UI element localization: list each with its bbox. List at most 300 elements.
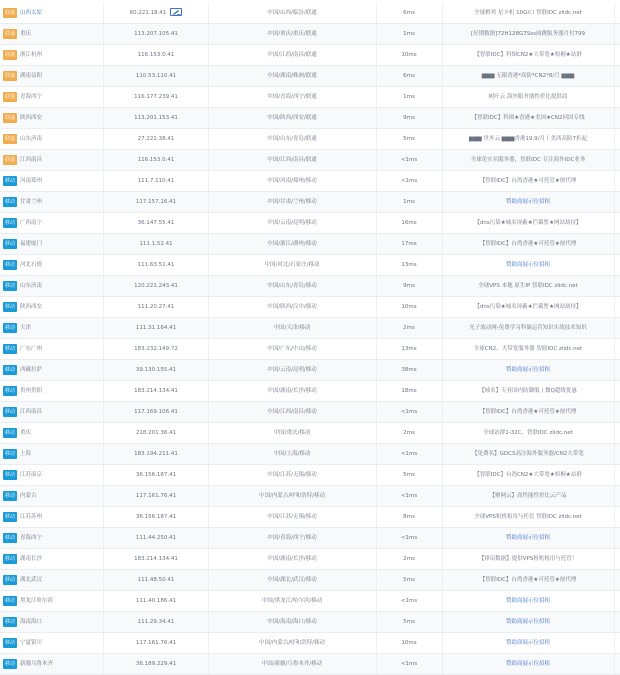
sponsor-text: 【智联IDC】台湾香港★可托管★按代理 — [479, 409, 577, 415]
sponsor-text: 【免费名】GDCS高注海外服务器/CN2大带宽 — [472, 451, 584, 457]
sponsor-text: 【聚网云】高性能性价比云产品 — [489, 493, 567, 499]
latency-value: 6ms — [403, 73, 415, 79]
latency-cell — [376, 570, 442, 590]
column-divider — [614, 528, 615, 548]
latency-value: 5ms — [403, 577, 415, 583]
node-location-cell — [3, 465, 103, 485]
ip-geolocation-cell — [208, 234, 376, 254]
node-city: 内蒙古 — [20, 493, 37, 499]
ip-geolocation-cell — [208, 318, 376, 338]
sponsor-cell — [442, 150, 614, 170]
table-row[interactable] — [0, 423, 620, 444]
latency-cell — [376, 507, 442, 527]
isp-badge: 联通 — [5, 157, 16, 163]
ip-address: 111.40.186.41 — [135, 598, 177, 604]
node-location-cell — [3, 402, 103, 422]
isp-badge: 联通 — [5, 10, 16, 16]
ip-address-cell — [104, 402, 208, 422]
ip-geolocation-cell — [208, 423, 376, 443]
ip-address-cell — [104, 171, 208, 191]
ip-geolocation-cell — [208, 150, 376, 170]
latency-cell — [376, 66, 442, 86]
latency-cell — [376, 234, 442, 254]
ip-address-cell — [104, 66, 208, 86]
sponsor-cell — [442, 213, 614, 233]
column-divider — [614, 129, 615, 149]
latency-value: 9ms — [403, 115, 415, 121]
node-city: 山西太原 — [20, 10, 43, 16]
column-divider — [614, 66, 615, 86]
ip-geolocation: 中国/重庆/移动 — [273, 430, 311, 436]
latency-value: 2ms — [403, 556, 415, 562]
ip-address: 111.48.50.41 — [137, 577, 175, 583]
ip-address: 111.20.27.41 — [137, 304, 175, 310]
latency-value: 13ms — [401, 346, 417, 352]
node-location-cell — [3, 528, 103, 548]
column-divider — [614, 276, 615, 296]
column-divider — [614, 633, 615, 653]
latency-cell — [376, 45, 442, 65]
latency-cell — [376, 402, 442, 422]
sponsor-cell — [442, 381, 614, 401]
node-location-cell — [3, 507, 103, 527]
ip-address: 111.7.110.41 — [137, 178, 175, 184]
ip-address: 60.221.18.41 — [129, 10, 167, 16]
ip-address-cell — [104, 507, 208, 527]
node-city: 宁夏银川 — [20, 640, 43, 646]
isp-badge: 联通 — [5, 115, 16, 121]
ip-geolocation: 中国/河南/郑州/移动 — [267, 178, 317, 184]
sponsor-cell — [442, 339, 614, 359]
column-divider — [614, 423, 615, 443]
table-row[interactable] — [0, 402, 620, 423]
ip-address: 183.214.134.41 — [134, 388, 178, 394]
edit-icon[interactable] — [170, 8, 182, 16]
column-divider — [614, 255, 615, 275]
ip-address: 27.221.38.41 — [137, 136, 175, 142]
ip-address: 111.1.52.41 — [139, 241, 173, 247]
ip-address: 113.201.153.41 — [134, 115, 178, 121]
node-location-cell — [3, 591, 103, 611]
isp-badge: 移动 — [5, 388, 16, 394]
table-row[interactable] — [0, 549, 620, 570]
node-location-cell — [3, 129, 103, 149]
ip-address-cell — [104, 423, 208, 443]
ip-address: 111.31.164.41 — [135, 325, 177, 331]
isp-badge: 移动 — [5, 493, 16, 499]
ip-address: 111.63.51.41 — [137, 262, 175, 268]
ip-geolocation: 中国/江西/南昌/联通 — [267, 157, 317, 163]
node-city: 重庆 — [20, 430, 32, 436]
ip-geolocation: 中国/重庆/重庆/联通 — [267, 31, 317, 37]
latency-cell — [376, 465, 442, 485]
table-row[interactable] — [0, 633, 620, 654]
node-city: 江苏苏州 — [20, 514, 43, 520]
node-city: 广西南宁 — [20, 220, 43, 226]
column-divider — [614, 318, 615, 338]
latency-value: 1ms — [403, 199, 415, 205]
sponsor-text: 【域名】专业国内防御服丨微Q超级优惠 — [479, 388, 577, 394]
sponsor-cell — [442, 423, 614, 443]
ip-geolocation: 中国/江苏/无锡/移动 — [267, 514, 317, 520]
ip-geolocation-cell — [208, 528, 376, 548]
isp-badge: 移动 — [5, 409, 16, 415]
sponsor-text: 【dns污染★城名屏蔽★拦截暂★网站劫持】 — [474, 304, 582, 310]
sponsor-cell — [442, 507, 614, 527]
column-divider — [614, 3, 615, 23]
sponsor-cell[interactable] — [442, 192, 614, 212]
node-location-cell — [3, 549, 103, 569]
table-row[interactable] — [0, 234, 620, 255]
ip-geolocation-cell — [208, 3, 376, 23]
node-location-cell — [3, 654, 103, 674]
isp-badge: 移动 — [5, 514, 16, 520]
ip-geolocation-cell — [208, 171, 376, 191]
latency-cell — [376, 591, 442, 611]
node-location-cell — [3, 255, 103, 275]
ip-address: 117.161.76.41 — [135, 493, 177, 499]
table-row[interactable] — [0, 129, 620, 150]
table-row[interactable] — [0, 654, 620, 675]
node-location-cell — [3, 108, 103, 128]
node-location-cell — [3, 297, 103, 317]
latency-cell — [376, 318, 442, 338]
ip-geolocation-cell — [208, 591, 376, 611]
sponsor-link[interactable]: 赞助商展示位招租 — [505, 640, 550, 646]
sponsor-cell — [442, 276, 614, 296]
isp-badge: 联通 — [5, 73, 16, 79]
sponsor-cell — [442, 45, 614, 65]
isp-badge: 移动 — [5, 619, 16, 625]
latency-cell — [376, 171, 442, 191]
sponsor-cell — [442, 570, 614, 590]
ip-address: 111.29.34.41 — [137, 619, 175, 625]
ip-geolocation-cell — [208, 87, 376, 107]
sponsor-link[interactable]: 赞助商展示位招租 — [505, 661, 550, 667]
ip-geolocation: 中国/江苏/无锡/移动 — [267, 472, 317, 478]
ip-address-cell — [104, 276, 208, 296]
sponsor-cell — [442, 465, 614, 485]
latency-value: 38ms — [401, 367, 417, 373]
node-city: 江苏南京 — [20, 472, 43, 478]
latency-cell — [376, 381, 442, 401]
latency-cell — [376, 339, 442, 359]
ip-geolocation-cell — [208, 45, 376, 65]
table-row[interactable] — [0, 591, 620, 612]
table-row[interactable] — [0, 318, 620, 339]
latency-value: 1ms — [403, 31, 415, 37]
ip-address-cell — [104, 108, 208, 128]
table-row[interactable] — [0, 360, 620, 381]
ip-geolocation: 中国/新疆/乌鲁木齐/移动 — [261, 661, 323, 667]
sponsor-cell[interactable] — [442, 633, 614, 653]
sponsor-cell[interactable] — [442, 528, 614, 548]
table-row[interactable] — [0, 486, 620, 507]
ip-address-cell — [104, 360, 208, 380]
isp-badge: 移动 — [5, 283, 16, 289]
sponsor-text: ▆▆▆ 无限香港*高防*CN2*8/月 ▆▆▆ — [481, 73, 575, 79]
node-location-cell — [3, 24, 103, 44]
ip-address: 36.147.55.41 — [137, 220, 175, 226]
ip-geolocation-cell — [208, 633, 376, 653]
latency-value: <1ms — [400, 178, 418, 184]
ip-address-cell — [104, 45, 208, 65]
table-row[interactable] — [0, 24, 620, 45]
ip-geolocation-cell — [208, 339, 376, 359]
sponsor-text: 【锋诏数据】提供VPS租机租用与托管！ — [478, 556, 578, 562]
ip-geolocation: 中国/云南/昆明/移动 — [267, 367, 317, 373]
ip-address: 117.169.106.41 — [134, 409, 178, 415]
column-divider — [614, 381, 615, 401]
ip-address: 116.153.0.41 — [137, 157, 175, 163]
latency-value: <1ms — [400, 157, 418, 163]
isp-badge: 联通 — [5, 31, 16, 37]
table-row[interactable] — [0, 45, 620, 66]
node-city: 甘肃兰州 — [20, 199, 43, 205]
latency-cell — [376, 444, 442, 464]
sponsor-text: 光子波动网-免费学习科储运营知识实战技术知识 — [469, 325, 587, 331]
ip-address-cell — [104, 297, 208, 317]
ip-address-cell — [104, 591, 208, 611]
sponsor-cell[interactable] — [442, 255, 614, 275]
node-location-cell — [3, 66, 103, 86]
ip-address: 117.157.16.41 — [135, 199, 177, 205]
latency-value: <1ms — [400, 451, 418, 457]
latency-cell — [376, 297, 442, 317]
ip-geolocation: 中国/山东/青岛/联通 — [267, 136, 317, 142]
ip-address: 116.153.0.41 — [137, 52, 175, 58]
isp-badge: 移动 — [5, 304, 16, 310]
latency-value: 1ms — [403, 94, 415, 100]
node-city: 山东济南 — [20, 136, 43, 142]
node-city: 陕西西安 — [20, 304, 43, 310]
node-location-cell — [3, 192, 103, 212]
sponsor-cell — [442, 108, 614, 128]
isp-badge: 移动 — [5, 472, 16, 478]
latency-value: 5ms — [403, 472, 415, 478]
ip-geolocation-cell — [208, 255, 376, 275]
node-city: 山东济南 — [20, 283, 43, 289]
ip-address-cell — [104, 465, 208, 485]
table-row[interactable] — [0, 87, 620, 108]
sponsor-cell[interactable] — [442, 360, 614, 380]
ip-geolocation-cell — [208, 654, 376, 674]
table-row[interactable] — [0, 108, 620, 129]
table-row[interactable] — [0, 444, 620, 465]
ip-geolocation: 中国/山西/临汾/联通 — [267, 10, 317, 16]
node-city: 湖北武汉 — [20, 577, 43, 583]
column-divider — [614, 654, 615, 674]
node-location-cell — [3, 45, 103, 65]
sponsor-cell[interactable] — [442, 612, 614, 632]
ip-geolocation-cell — [208, 276, 376, 296]
node-location-cell — [3, 612, 103, 632]
ip-geolocation-cell — [208, 465, 376, 485]
column-divider — [614, 612, 615, 632]
sponsor-link[interactable]: 赞助商展示位招租 — [505, 262, 550, 268]
sponsor-cell[interactable] — [442, 654, 614, 674]
latency-cell — [376, 276, 442, 296]
table-row[interactable] — [0, 171, 620, 192]
ip-address: 183.232.149.72 — [134, 346, 178, 352]
column-divider — [614, 297, 615, 317]
ip-geolocation: 中国/陕西/汉中/移动 — [267, 304, 317, 310]
sponsor-text: 【智联IDC】台湾CN2★大带宽★梧桐★站群 — [474, 472, 582, 478]
ip-address-cell — [104, 213, 208, 233]
node-city: 新疆乌鲁木齐 — [20, 661, 54, 667]
sponsor-text: 全球站群1-32C、智联IDC zlidc.net — [483, 430, 573, 436]
latency-value: 5ms — [403, 619, 415, 625]
isp-badge: 移动 — [5, 451, 16, 457]
isp-badge: 移动 — [5, 241, 16, 247]
latency-cell — [376, 360, 442, 380]
ip-geolocation: 中国/内蒙古/呼和浩特/移动 — [258, 493, 326, 499]
node-city: 青海西宁 — [20, 535, 43, 541]
node-location-cell — [3, 87, 103, 107]
sponsor-link[interactable]: 赞助商展示位招租 — [505, 199, 550, 205]
table-row[interactable] — [0, 465, 620, 486]
sponsor-cell — [442, 3, 614, 23]
ip-geolocation: 中国/海南/海口/移动 — [267, 619, 317, 625]
ip-geolocation-cell — [208, 24, 376, 44]
sponsor-text: 全球橙鸡 星卡机 10Gi口 智联IDC zlidc.net — [474, 10, 582, 16]
sponsor-text: 全球CN2、大带宽服务器 智联IDC zlidc.net — [473, 346, 583, 352]
latency-value: 17ms — [401, 241, 417, 247]
table-row[interactable] — [0, 297, 620, 318]
table-row[interactable] — [0, 612, 620, 633]
isp-badge: 移动 — [5, 325, 16, 331]
node-location-cell — [3, 381, 103, 401]
node-location-cell — [3, 633, 103, 653]
column-divider — [614, 234, 615, 254]
ip-address-cell — [104, 3, 208, 23]
column-divider — [614, 444, 615, 464]
table-row[interactable] — [0, 213, 620, 234]
table-row[interactable] — [0, 255, 620, 276]
ip-address-cell — [104, 549, 208, 569]
column-divider — [614, 87, 615, 107]
ip-geolocation: 中国/山东/青岛/移动 — [267, 283, 317, 289]
table-row[interactable] — [0, 339, 620, 360]
ip-address-cell — [104, 570, 208, 590]
ip-geolocation: 中国/湖南/长沙/移动 — [267, 556, 317, 562]
column-divider — [614, 24, 615, 44]
latency-cell — [376, 423, 442, 443]
ip-geolocation: 中国/青海/西宁/移动 — [267, 535, 317, 541]
column-divider — [614, 108, 615, 128]
ip-geolocation: 中国/内蒙古/呼和浩特/移动 — [258, 640, 326, 646]
ip-address: 120.221.243.41 — [134, 283, 178, 289]
latency-cell — [376, 129, 442, 149]
isp-badge: 移动 — [5, 262, 16, 268]
sponsor-cell — [442, 318, 614, 338]
ip-geolocation: 中国/江西/南昌/联通 — [267, 52, 317, 58]
sponsor-cell — [442, 486, 614, 506]
ip-geolocation-cell — [208, 297, 376, 317]
column-divider — [614, 402, 615, 422]
node-city: 广东广州 — [20, 346, 43, 352]
latency-cell — [376, 549, 442, 569]
table-row[interactable] — [0, 528, 620, 549]
latency-value: 8ms — [403, 514, 415, 520]
latency-value: 10ms — [401, 640, 417, 646]
sponsor-link[interactable]: 赞助商展示位招租 — [505, 535, 550, 541]
isp-badge: 移动 — [5, 199, 16, 205]
sponsor-text: 【智联IDC】台湾香港★可托管★按代理 — [479, 241, 577, 247]
ip-geolocation-cell — [208, 570, 376, 590]
table-row[interactable] — [0, 66, 620, 87]
sponsor-text: 全球VPS 本地 原生IP 智联IDC zlidc.net — [478, 283, 578, 289]
ip-geolocation-cell — [208, 507, 376, 527]
table-row[interactable] — [0, 507, 620, 528]
sponsor-cell — [442, 171, 614, 191]
sponsor-text: 【智联IDC】台湾香港★可托管★按代理 — [479, 178, 577, 184]
node-city: 陕西西安 — [20, 115, 43, 121]
table-row[interactable] — [0, 150, 620, 171]
node-location-cell — [3, 318, 103, 338]
ip-address: 36.156.187.41 — [135, 514, 177, 520]
ip-geolocation-cell — [208, 549, 376, 569]
latency-value: 16ms — [401, 220, 417, 226]
table-row[interactable] — [0, 192, 620, 213]
sponsor-link[interactable]: 赞助商展示位招租 — [505, 367, 550, 373]
ip-geolocation: 中国/广东/中山/移动 — [267, 346, 317, 352]
node-city: 浙江杭州 — [20, 52, 43, 58]
sponsor-text: 【智联IDC】台湾香港★可托管★按代理 — [479, 577, 577, 583]
sponsor-link[interactable]: 赞助商展示位招租 — [505, 619, 550, 625]
column-divider — [614, 486, 615, 506]
sponsor-cell — [442, 129, 614, 149]
column-divider — [614, 465, 615, 485]
node-location-cell — [3, 213, 103, 233]
node-location-cell — [3, 276, 103, 296]
table-row[interactable] — [0, 570, 620, 591]
ping-results-table — [0, 3, 620, 675]
ip-address-cell — [104, 486, 208, 506]
column-divider — [614, 591, 615, 611]
ip-address: 117.161.76.41 — [135, 640, 177, 646]
column-divider — [614, 339, 615, 359]
isp-badge: 移动 — [5, 430, 16, 436]
ip-address-cell — [104, 87, 208, 107]
ip-address: 111.44.250.41 — [135, 535, 177, 541]
table-row[interactable] — [0, 3, 620, 24]
sponsor-text: 【智联IDC】科图★香港★美国★CN2回国专线 — [471, 115, 585, 121]
latency-value: 10ms — [401, 304, 417, 310]
sponsor-cell — [442, 234, 614, 254]
ip-address-cell — [104, 150, 208, 170]
node-city: 江西南昌 — [20, 409, 43, 415]
node-location-cell — [3, 486, 103, 506]
node-location-cell — [3, 444, 103, 464]
table-row[interactable] — [0, 276, 620, 297]
ip-address: 36.189.229.41 — [135, 661, 177, 667]
ip-geolocation-cell — [208, 192, 376, 212]
node-city: 福建厦门 — [20, 241, 43, 247]
ip-address-cell — [104, 612, 208, 632]
sponsor-cell[interactable] — [442, 591, 614, 611]
node-city: 天津 — [20, 325, 32, 331]
isp-badge: 移动 — [5, 598, 16, 604]
latency-cell — [376, 255, 442, 275]
sponsor-link[interactable]: 赞助商展示位招租 — [505, 598, 550, 604]
table-row[interactable] — [0, 381, 620, 402]
node-city: 上海 — [20, 451, 32, 457]
isp-badge: 移动 — [5, 640, 16, 646]
sponsor-text: 【智联IDC】科图CN2★大带宽★梧桐★站群 — [474, 52, 582, 58]
ip-geolocation: 中国/天津/移动 — [273, 325, 311, 331]
ip-address-cell — [104, 339, 208, 359]
